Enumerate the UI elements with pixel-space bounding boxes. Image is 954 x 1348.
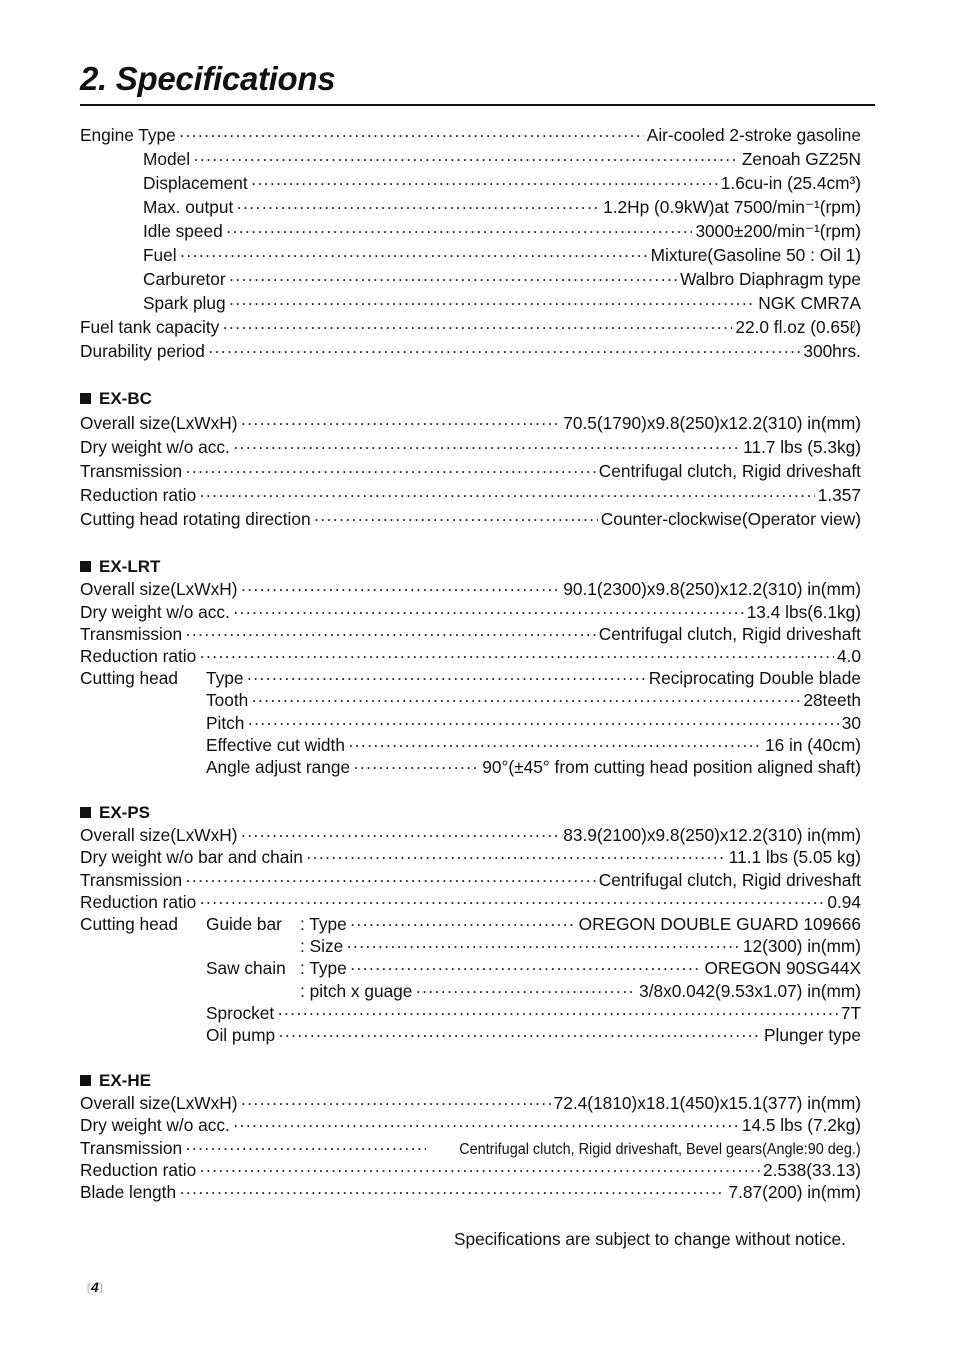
spec-row-displacement: Displacement ····· 1.6cu-in (25.4cm³) xyxy=(143,172,861,194)
spec-row: Cutting head rotating direction ····· Counter-clockwise(Operator view) xyxy=(80,508,861,530)
section-heading-ex-bc: EX-BC xyxy=(80,388,152,410)
dot-leader xyxy=(251,689,800,711)
footnote: Specifications are subject to change without notice. xyxy=(454,1229,846,1249)
dot-leader xyxy=(185,1137,426,1159)
bullet-square-icon xyxy=(80,807,91,818)
dot-leader xyxy=(350,913,576,935)
spec-row: Blade length ····· 7.87(200) in(mm) xyxy=(80,1181,861,1203)
spec-row: Overall size(LxWxH) ····· 83.9(2100)x9.8(250)x12.2(310) in(mm) xyxy=(80,824,861,846)
spec-row-carburetor: Carburetor ····· Walbro Diaphragm type xyxy=(143,268,861,290)
dot-leader xyxy=(346,935,740,957)
spec-row: Reduction ratio ····· 1.357 xyxy=(80,484,861,506)
spec-row-fuel-tank: Fuel tank capacity ····· 22.0 fl.oz (0.65ℓ) xyxy=(80,316,861,338)
spec-row-fuel: Fuel ····· Mixture(Gasoline 50 : Oil 1) xyxy=(143,244,861,266)
dot-leader xyxy=(179,124,644,146)
spec-row: : pitch x guage ····· 3/8x0.042(9.53x1.07) in(mm) xyxy=(300,980,861,1002)
dot-leader xyxy=(185,460,596,482)
spec-row: : Size ····· 12(300) in(mm) xyxy=(300,935,861,957)
bullet-square-icon xyxy=(80,1075,91,1086)
cutting-head-label: Cutting head xyxy=(80,668,179,688)
spec-row-idle-speed: Idle speed ····· 3000±200/min⁻¹(rpm) xyxy=(143,220,861,242)
saw-chain-label: Saw chain xyxy=(206,958,286,978)
dot-leader xyxy=(222,316,732,338)
page-number: 〔4〕 xyxy=(80,1279,110,1295)
spec-row: Overall size(LxWxH) ····· 70.5(1790)x9.8(250)x12.2(310) in(mm) xyxy=(80,412,861,434)
section-heading-ex-he: EX-HE xyxy=(80,1070,151,1092)
spec-row: : Type ····· OREGON DOUBLE GUARD 109666 xyxy=(300,913,861,935)
spec-row: Reduction ratio ····· 0.94 xyxy=(80,891,861,913)
dot-leader xyxy=(208,340,800,362)
dot-leader xyxy=(233,436,740,458)
spec-row-durability: Durability period ····· 300hrs. xyxy=(80,340,861,362)
spec-row: Reduction ratio ····· 2.538(33.13) xyxy=(80,1159,861,1181)
spec-row: Reduction ratio ····· 4.0 xyxy=(80,645,861,667)
cutting-head-label: Cutting head xyxy=(80,914,179,934)
spec-row: Pitch ····· 30 xyxy=(206,712,861,734)
guide-bar-label: Guide bar xyxy=(206,914,282,934)
spec-row: Transmission ····· Centrifugal clutch, Rigid driveshaft xyxy=(80,623,861,645)
dot-leader xyxy=(199,484,815,506)
section-heading-ex-ps: EX-PS xyxy=(80,802,150,824)
spec-row: Overall size(LxWxH) ····· 90.1(2300)x9.8(250)x12.2(310) in(mm) xyxy=(80,578,861,600)
spec-row: Transmission ····· Centrifugal clutch, Rigid driveshaft xyxy=(80,869,861,891)
dot-leader xyxy=(353,756,479,778)
spec-row: Dry weight w/o acc. ····· 14.5 lbs (7.2kg) xyxy=(80,1114,861,1136)
dot-leader xyxy=(226,220,693,242)
spec-row-max-output: Max. output ····· 1.2Hp (0.9kW)at 7500/min⁻¹(rpm) xyxy=(143,196,861,218)
dot-leader xyxy=(199,645,834,667)
spec-row-model: Model ····· Zenoah GZ25N xyxy=(143,148,861,170)
spec-row: Oil pump ····· Plunger type xyxy=(206,1024,861,1046)
dot-leader xyxy=(247,712,838,734)
dot-leader xyxy=(348,734,762,756)
dot-leader xyxy=(314,508,598,530)
bullet-square-icon xyxy=(80,561,91,572)
dot-leader xyxy=(180,244,648,266)
dot-leader xyxy=(229,292,756,314)
spec-row: Overall size(LxWxH) ····· 72.4(1810)x18.1(450)x15.1(377) in(mm) xyxy=(80,1092,861,1114)
spec-row: Angle adjust range ····· 90°(±45° from cutting head position aligned shaft) xyxy=(206,756,861,778)
spec-row: Dry weight w/o acc. ····· 11.7 lbs (5.3kg) xyxy=(80,436,861,458)
bullet-square-icon xyxy=(80,393,91,404)
dot-leader xyxy=(240,1092,550,1114)
spec-row: Sprocket ····· 7T xyxy=(206,1002,861,1024)
dot-leader xyxy=(199,891,824,913)
dot-leader xyxy=(277,1002,838,1024)
dot-leader xyxy=(229,268,678,290)
dot-leader xyxy=(240,824,560,846)
spec-row: Type ····· Reciprocating Double blade xyxy=(206,667,861,689)
spec-row: Dry weight w/o acc. ····· 13.4 lbs(6.1kg) xyxy=(80,601,861,623)
dot-leader xyxy=(240,412,560,434)
dot-leader xyxy=(193,148,739,170)
dot-leader xyxy=(415,980,636,1002)
section-heading-ex-lrt: EX-LRT xyxy=(80,556,160,578)
spec-row: Effective cut width ····· 16 in (40cm) xyxy=(206,734,861,756)
dot-leader xyxy=(246,667,645,689)
dot-leader xyxy=(278,1024,761,1046)
spec-row: Transmission ····· Centrifugal clutch, Rigid driveshaft, Bevel gears(Angle:90 deg.) xyxy=(80,1137,861,1159)
dot-leader xyxy=(185,623,596,645)
spec-row: Transmission ····· Centrifugal clutch, Rigid driveshaft xyxy=(80,460,861,482)
dot-leader xyxy=(251,172,718,194)
dot-leader xyxy=(199,1159,760,1181)
dot-leader xyxy=(350,957,702,979)
dot-leader xyxy=(233,1114,739,1136)
dot-leader xyxy=(233,601,744,623)
spec-row-engine-type: Engine Type ····· Air-cooled 2-stroke gasoline xyxy=(80,124,861,146)
page-title: 2. Specifications xyxy=(80,60,875,106)
spec-row: Dry weight w/o bar and chain ····· 11.1 lbs (5.05 kg) xyxy=(80,846,861,868)
dot-leader xyxy=(306,846,726,868)
spec-row: : Type ····· OREGON 90SG44X xyxy=(300,957,861,979)
dot-leader xyxy=(185,869,596,891)
spec-row-spark-plug: Spark plug ····· NGK CMR7A xyxy=(143,292,861,314)
dot-leader xyxy=(240,578,560,600)
spec-row: Tooth ····· 28teeth xyxy=(206,689,861,711)
dot-leader xyxy=(236,196,600,218)
dot-leader xyxy=(179,1181,725,1203)
